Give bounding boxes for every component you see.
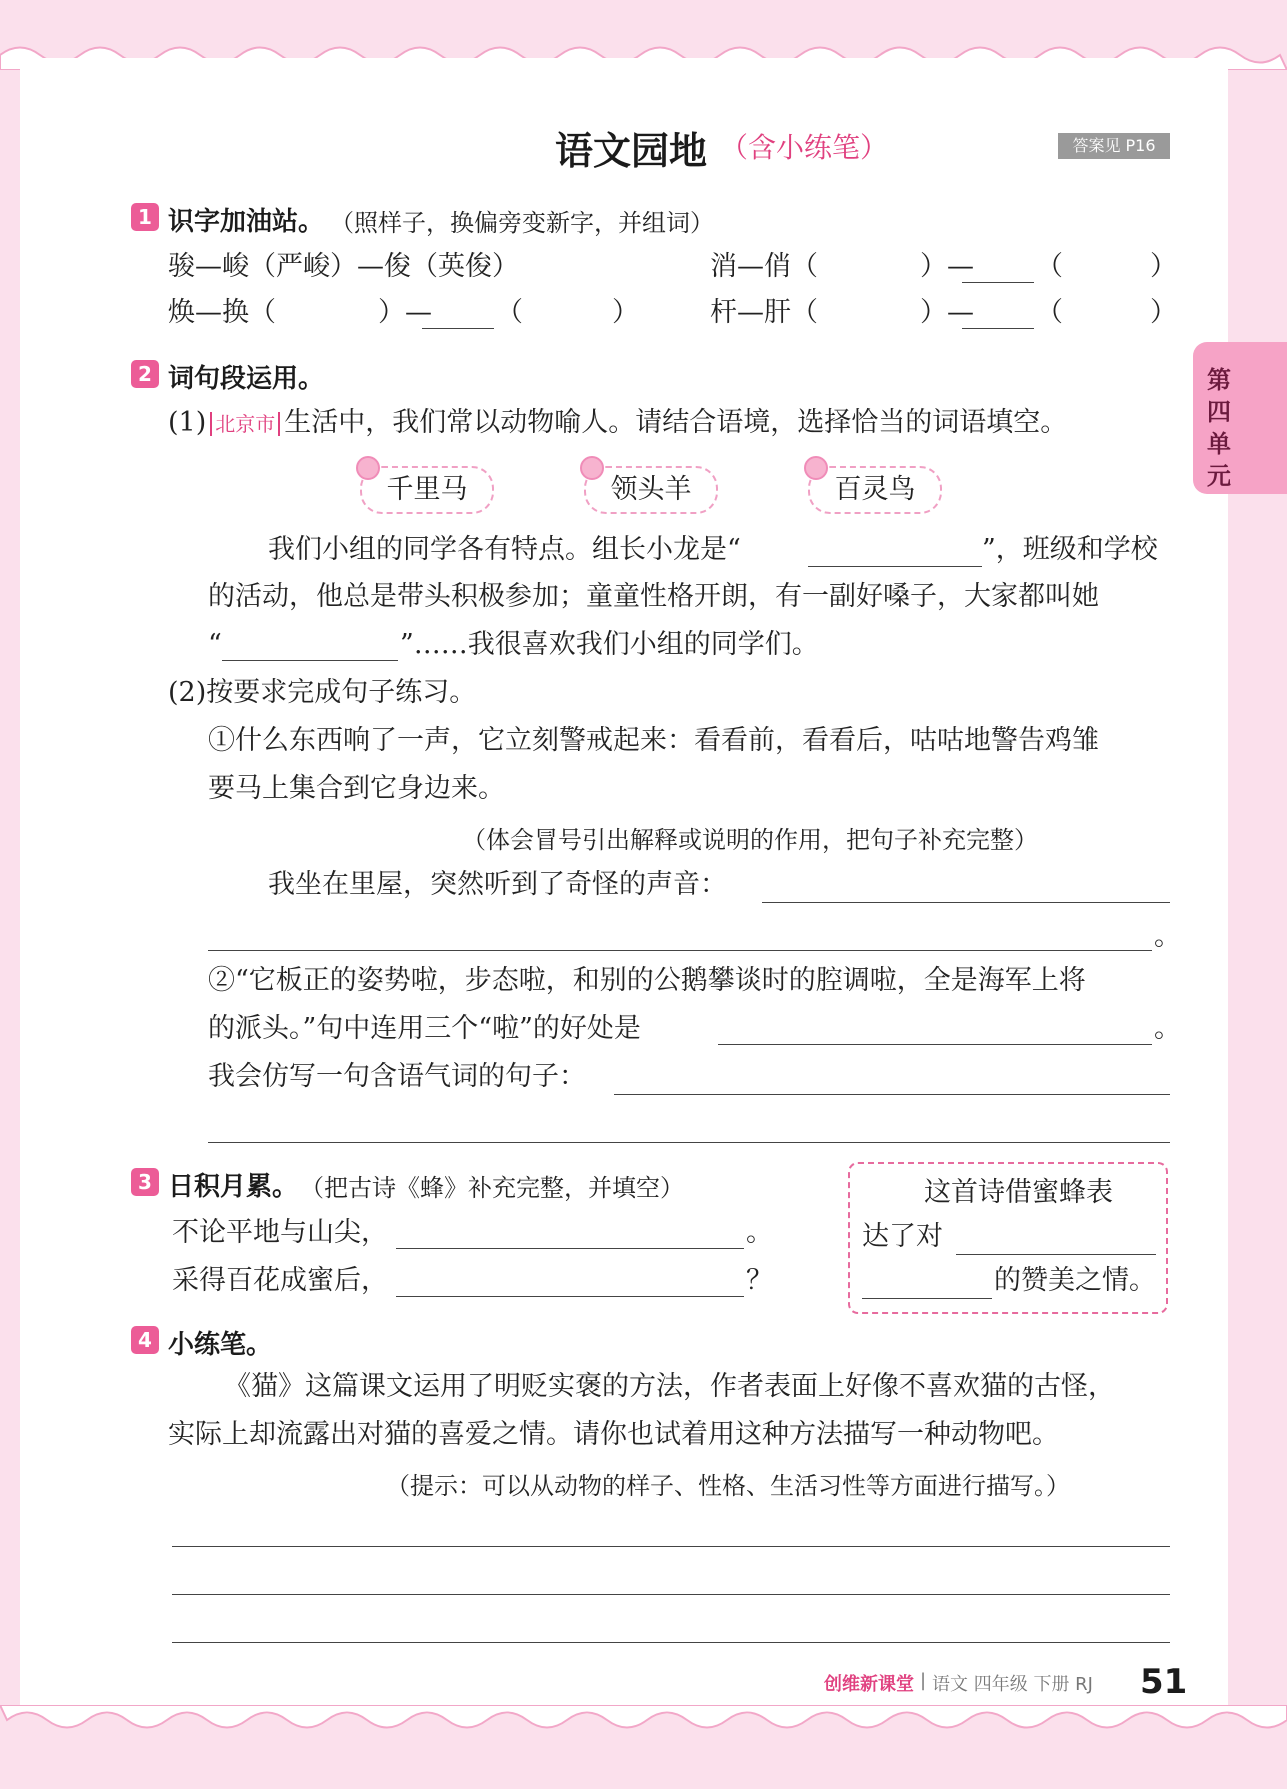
para-line1-b: ”，班级和学校 [982, 534, 1158, 565]
poem-blank-2[interactable] [396, 1296, 744, 1297]
para-blank-1[interactable] [808, 566, 982, 567]
ex2-line3: 我会仿写一句含语气词的句子： [208, 1061, 586, 1092]
footer-info: 语文 四年级 下册 RJ [932, 1674, 1093, 1695]
q2-number: 2 [131, 360, 159, 388]
poem-line2: 采得百花成蜜后， [172, 1265, 388, 1296]
box-line1: 这首诗借蜜蜂表 [924, 1177, 1113, 1208]
q1-row1-right-a: 消—俏（ [710, 251, 818, 282]
word-option-3: 百灵鸟 [808, 466, 942, 514]
q4-number: 4 [131, 1326, 159, 1354]
footer-divider: | [920, 1670, 927, 1691]
ex2-line1: ②“它板正的姿势啦，步态啦，和别的公鹅攀谈时的腔调啦，全是海军上将 [208, 965, 1086, 996]
q1-row2-left-a: 焕—换（ [168, 297, 276, 328]
poem-line2-end: ？ [746, 1265, 773, 1296]
ex1-line1: ①什么东西响了一声，它立刻警戒起来：看看前，看看后，咕咕地警告鸡雏 [208, 725, 1099, 756]
para-line2: 的活动，他总是带头积极参加；童童性格开朗，有一副好嗓子，大家都叫她 [208, 581, 1099, 612]
q3-title: 日积月累。 [168, 1172, 299, 1202]
q1-number: 1 [131, 203, 159, 231]
word-option-2: 领头羊 [584, 466, 718, 514]
para-line1-a: 我们小组的同学各有特点。组长小龙是“ [268, 534, 741, 565]
q4-line2: 实际上却流露出对猫的喜爱之情。请你也试着用这种方法描写一种动物吧。 [168, 1419, 1059, 1450]
para-line3-b: ”……我很喜欢我们小组的同学们。 [400, 629, 819, 660]
box-blank-2[interactable] [862, 1298, 992, 1299]
poem-line1-end: 。 [746, 1217, 773, 1248]
ex2-line2-a: 的派头。”句中连用三个“啦”的好处是 [208, 1013, 641, 1044]
footer-brand: 创维新课堂 [824, 1674, 914, 1695]
q1-row2-right-blank[interactable] [962, 328, 1034, 329]
q1-row2-right-c: （ [1036, 297, 1063, 328]
unit-tab [1193, 342, 1287, 494]
q1-row2-left-d: ） [612, 297, 639, 328]
page-title: 语文园地 [555, 129, 708, 173]
box-line2: 达了对 [862, 1221, 943, 1252]
q1-row1-right-d: ） [1150, 251, 1177, 282]
q2-sub1-text: 生活中，我们常以动物喻人。请结合语境，选择恰当的词语填空。 [284, 407, 1068, 438]
q1-row2-right-b: ）— [920, 297, 974, 328]
q1-example: 骏—峻（严峻）—俊（英俊） [168, 251, 519, 282]
q1-row2-left-c: （ [496, 297, 523, 328]
ex2-answer-line[interactable] [718, 1044, 1152, 1045]
answer-ref-badge: 答案见 P16 [1058, 133, 1170, 159]
q3-instruction: （把古诗《蜂》补充完整，并填空） [300, 1174, 684, 1202]
ex1-answer-line-1[interactable] [762, 902, 1170, 903]
ex1-hint: （体会冒号引出解释或说明的作用，把句子补充完整） [462, 826, 1038, 854]
poem-line1: 不论平地与山尖， [172, 1217, 388, 1248]
page-number: 51 [1140, 1662, 1188, 1702]
box-blank-1[interactable] [956, 1254, 1156, 1255]
q1-row2-left-b: ）— [378, 297, 432, 328]
q1-instruction: （照样子，换偏旁变新字，并组词） [330, 209, 714, 237]
q4-writing-line-3[interactable] [172, 1642, 1170, 1643]
q1-row1-right-b: ）— [920, 251, 974, 282]
ex1-end: 。 [1154, 921, 1181, 952]
poem-blank-1[interactable] [396, 1248, 744, 1249]
ex2-line2-b: 。 [1154, 1013, 1181, 1044]
q1-row2-left-blank[interactable] [422, 328, 494, 329]
q2-sub1-prefix: (1) [168, 407, 207, 438]
page-title-paren: （含小练笔） [720, 131, 889, 164]
q4-title: 小练笔。 [168, 1330, 273, 1360]
bottom-wave-border [0, 1705, 1287, 1735]
ex1-line2: 要马上集合到它身边来。 [208, 773, 505, 804]
q1-row1-right-c: （ [1036, 251, 1063, 282]
unit-tab-label: 第四单元 [1207, 366, 1231, 490]
para-line3-a: “ [208, 629, 222, 660]
q4-hint: （提示：可以从动物的样子、性格、生活习性等方面进行描写。） [386, 1472, 1070, 1500]
q1-row2-right-d: ） [1150, 297, 1177, 328]
region-tag: 北京市 [210, 412, 280, 436]
q4-writing-line-1[interactable] [172, 1546, 1170, 1547]
q3-number: 3 [131, 1168, 159, 1196]
q2-title: 词句段运用。 [168, 364, 325, 394]
q2-sub1 [168, 406, 1067, 441]
ex2-imitation-line-1[interactable] [614, 1094, 1170, 1095]
box-line3: 的赞美之情。 [994, 1265, 1156, 1296]
ex1-answer-line-2[interactable] [208, 950, 1152, 951]
q4-writing-line-2[interactable] [172, 1594, 1170, 1595]
q4-line1: 《猫》这篇课文运用了明贬实褒的方法，作者表面上好像不喜欢猫的古怪， [224, 1371, 1115, 1402]
q1-row2-right-a: 杆—肝（ [710, 297, 818, 328]
para-blank-2[interactable] [222, 660, 398, 661]
ex1-prompt: 我坐在里屋，突然听到了奇怪的声音： [268, 869, 727, 900]
q2-sub2: (2)按要求完成句子练习。 [168, 677, 477, 708]
ex2-imitation-line-2[interactable] [208, 1142, 1170, 1143]
q1-row1-blank[interactable] [962, 282, 1034, 283]
q1-title: 识字加油站。 [168, 207, 325, 237]
word-option-1: 千里马 [360, 466, 494, 514]
